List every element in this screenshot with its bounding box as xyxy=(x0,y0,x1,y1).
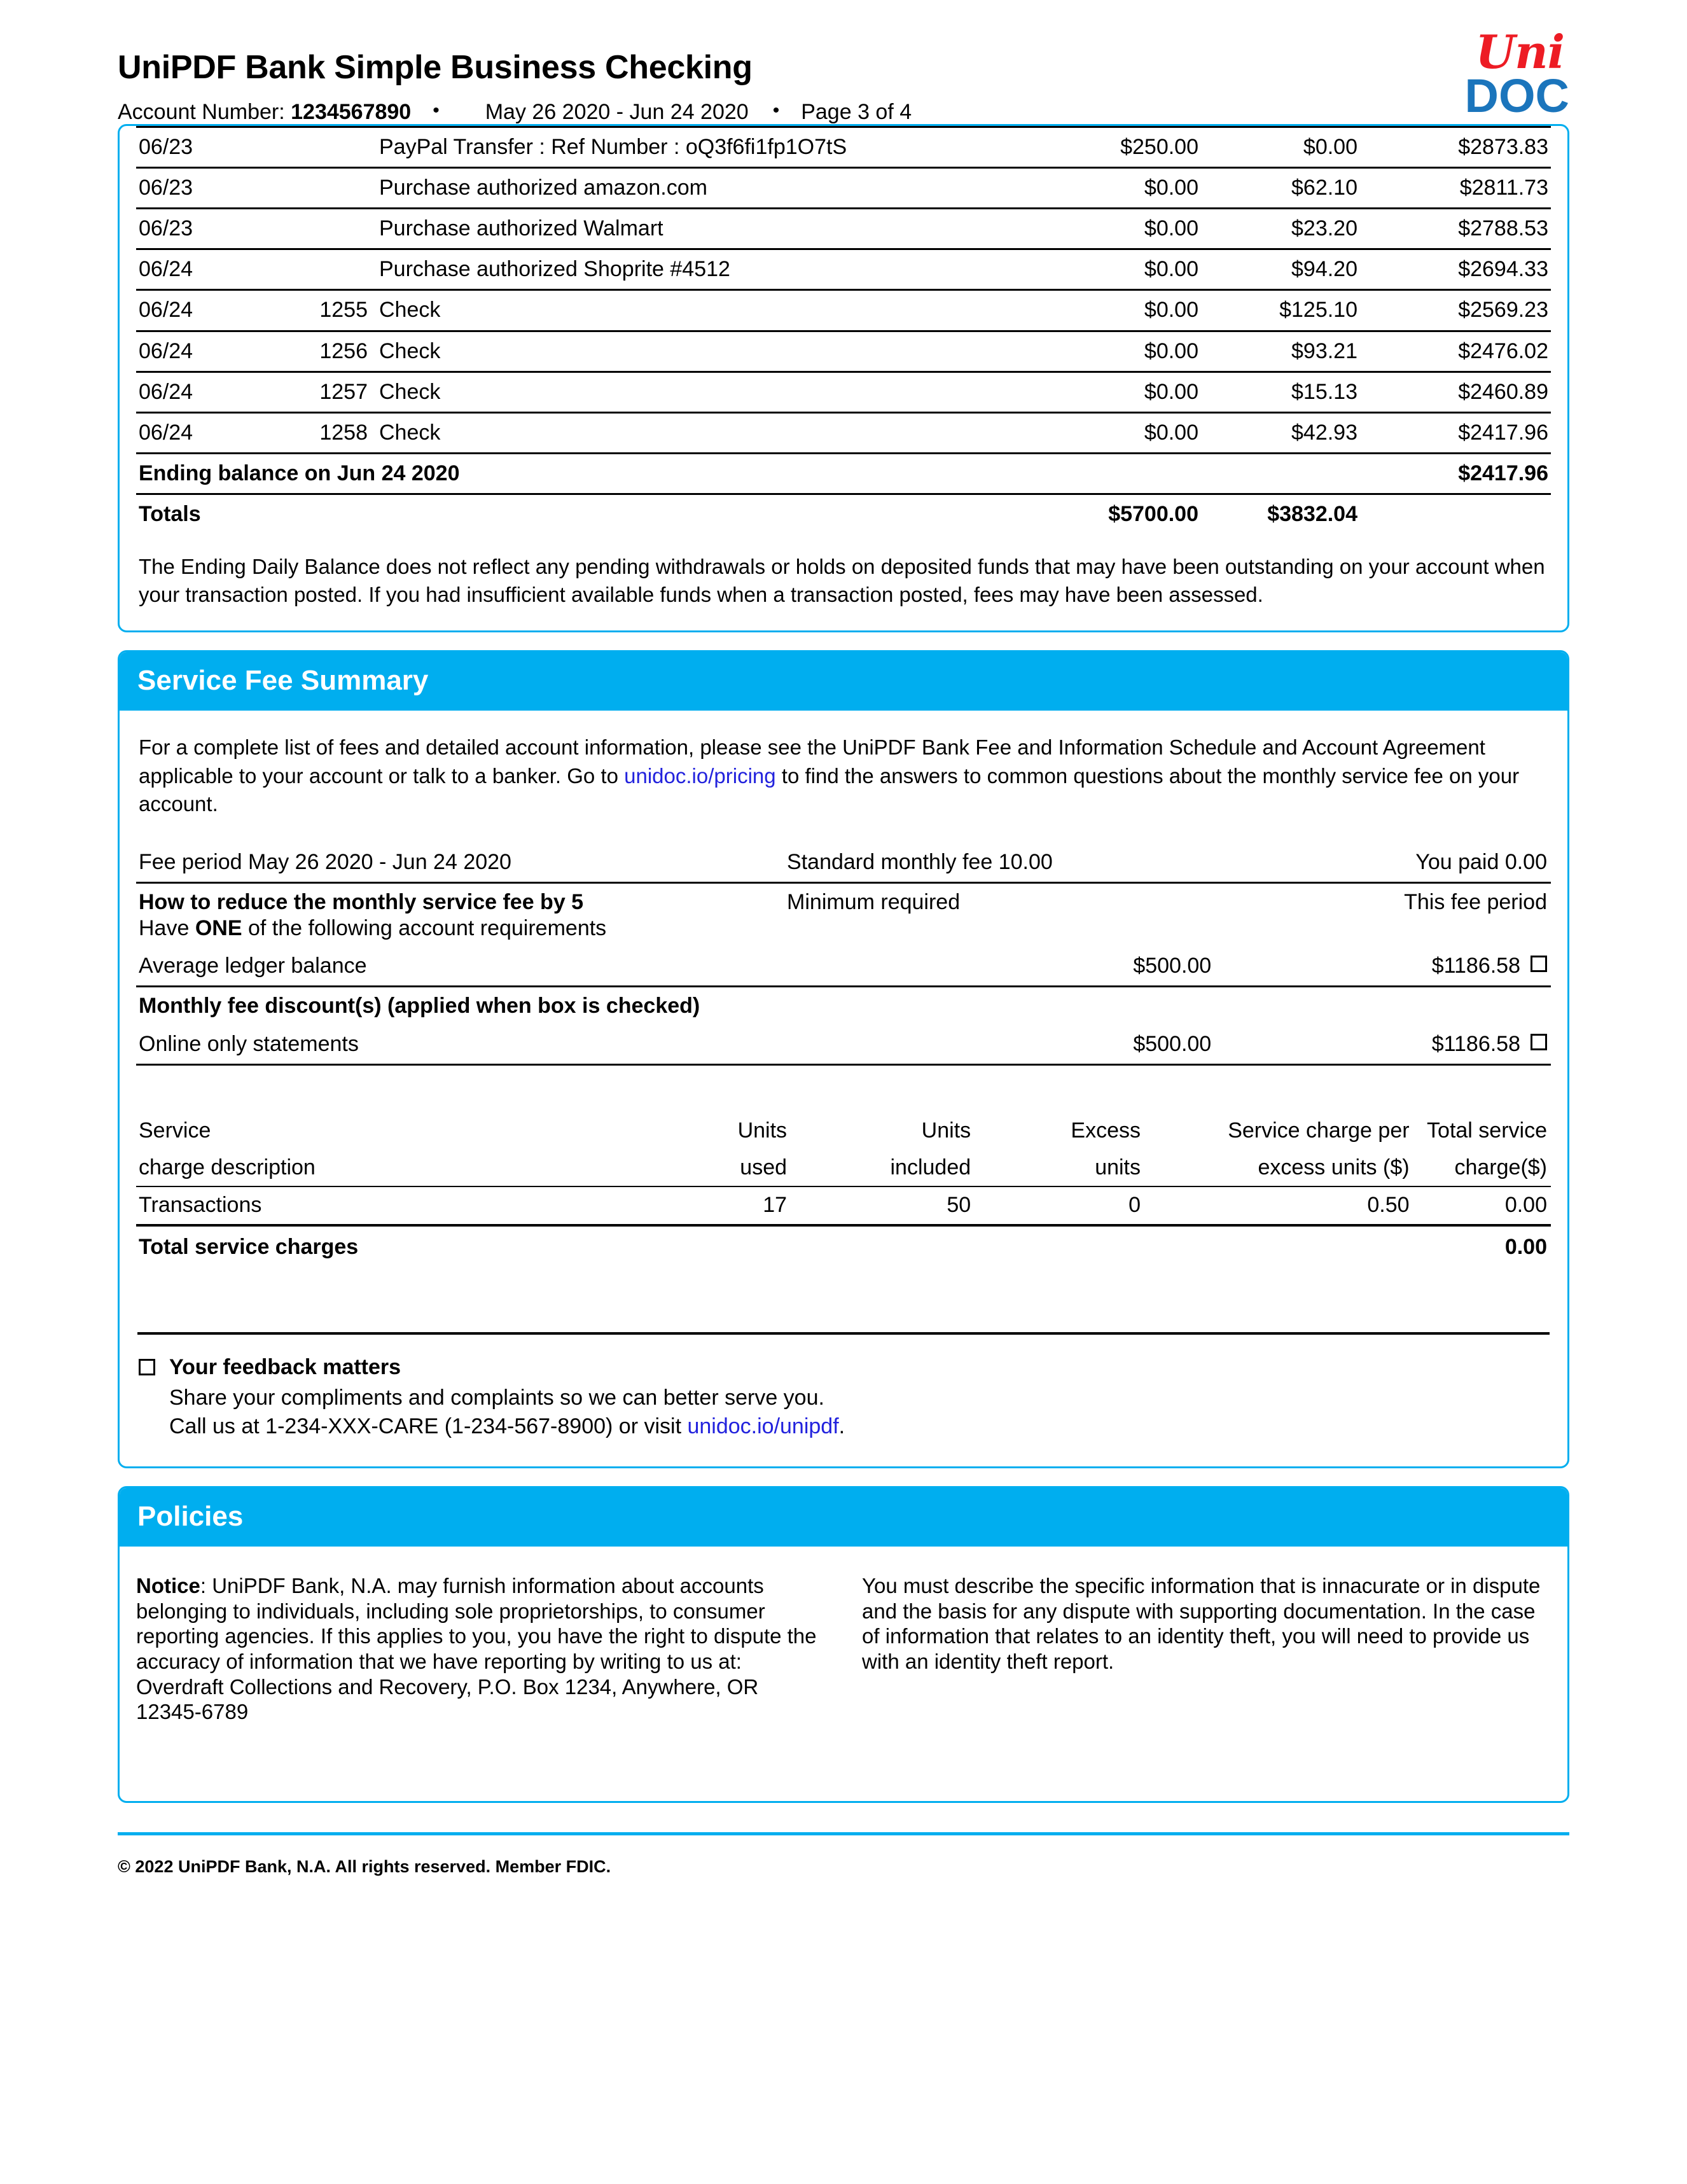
table-row xyxy=(136,168,1551,209)
svc-col-excess-units-line1: Excess xyxy=(1071,1118,1141,1143)
totals-withdrawal: $3832.04 xyxy=(1267,501,1357,526)
account-number-value: 1234567890 xyxy=(291,100,412,125)
logo-uni-text: Uni xyxy=(1475,25,1564,79)
txn-check-number: 1257 xyxy=(247,372,379,412)
online-only-statements-row xyxy=(136,1026,1551,1064)
footer-divider xyxy=(118,1832,1569,1835)
txn-withdrawal: $15.13 xyxy=(1198,372,1357,412)
have-one-requirement xyxy=(139,915,787,942)
page-header xyxy=(118,0,1569,124)
table-row xyxy=(136,1186,1551,1225)
online-only-statements-actual-cell xyxy=(1211,1026,1551,1064)
account-number-label: Account Number: xyxy=(118,100,285,125)
pricing-link[interactable]: unidoc.io/pricing xyxy=(624,763,776,788)
how-to-reduce-cell xyxy=(136,882,787,947)
svc-col-total-line1: Total service xyxy=(1427,1118,1547,1143)
this-fee-period-header: This fee period xyxy=(1404,889,1547,914)
svc-col-charge-per-line1: Service charge per xyxy=(1228,1118,1410,1143)
unipdf-link[interactable]: unidoc.io/unipdf xyxy=(687,1414,839,1439)
average-ledger-balance-actual: $1186.58 xyxy=(1431,954,1520,978)
txn-check-number: 1256 xyxy=(247,331,379,372)
txn-date: 06/24 xyxy=(136,331,247,372)
txn-description: Purchase authorized Walmart xyxy=(379,209,1020,249)
txn-balance: $2569.23 xyxy=(1357,290,1551,331)
online-only-statements-actual: $1186.58 xyxy=(1431,1032,1520,1057)
minimum-required-header: Minimum required xyxy=(787,889,961,914)
txn-date: 06/23 xyxy=(136,127,247,168)
txn-description: Check xyxy=(379,331,1020,372)
transactions-table-wrap xyxy=(120,126,1567,534)
svc-col-excess-units-line2: units xyxy=(971,1150,1141,1187)
table-row xyxy=(136,372,1551,412)
service-charge-spacer xyxy=(136,1066,1551,1113)
txn-check-number xyxy=(247,249,379,290)
feedback-lines xyxy=(169,1384,1548,1441)
feedback-line-2-suffix: . xyxy=(838,1414,845,1439)
txn-date: 06/23 xyxy=(136,168,247,209)
logo-doc-text: DOC xyxy=(1464,69,1569,122)
txn-balance: $2873.83 xyxy=(1357,127,1551,168)
online-only-statements-minimum: $500.00 xyxy=(787,1026,1211,1064)
online-only-statements-checkbox[interactable] xyxy=(1531,1034,1547,1050)
how-to-reduce-heading: How to reduce the monthly service fee by 5 xyxy=(139,889,584,914)
ending-balance-label: Ending balance on Jun 24 2020 xyxy=(136,453,1020,494)
txn-balance: $2694.33 xyxy=(1357,249,1551,290)
statement-period: May 26 2020 - Jun 24 2020 xyxy=(485,100,749,125)
average-ledger-balance-minimum: $500.00 xyxy=(787,947,1211,986)
online-only-statements-label: Online only statements xyxy=(136,1026,787,1064)
txn-withdrawal: $23.20 xyxy=(1198,209,1357,249)
service-charge-header-line2 xyxy=(136,1150,1551,1187)
txn-deposit: $0.00 xyxy=(1020,209,1198,249)
svc-col-units-included-line1: Units xyxy=(921,1118,971,1143)
transactions-card xyxy=(118,124,1569,632)
txn-date: 06/24 xyxy=(136,412,247,453)
txn-withdrawal: $125.10 xyxy=(1198,290,1357,331)
fee-period-label: Fee period May 26 2020 - Jun 24 2020 xyxy=(136,844,787,882)
txn-deposit: $0.00 xyxy=(1020,249,1198,290)
txn-withdrawal: $42.93 xyxy=(1198,412,1357,453)
account-meta-line xyxy=(118,100,1569,125)
footer-copyright: © 2022 UniPDF Bank, N.A. All rights reserved. Member FDIC. xyxy=(118,1856,611,1876)
svc-col-description-line2: charge description xyxy=(136,1150,617,1187)
how-to-reduce-row xyxy=(136,882,1551,947)
totals-label: Totals xyxy=(139,501,201,526)
average-ledger-balance-actual-cell xyxy=(1211,947,1551,986)
txn-deposit: $0.00 xyxy=(1020,168,1198,209)
page-title: UniPDF Bank Simple Business Checking xyxy=(118,49,753,86)
txn-description: Check xyxy=(379,412,1020,453)
svc-charge-per-excess: 0.50 xyxy=(1141,1186,1410,1225)
txn-date: 06/24 xyxy=(136,290,247,331)
txn-check-number xyxy=(247,168,379,209)
average-ledger-balance-label: Average ledger balance xyxy=(136,947,787,986)
feedback-title: Your feedback matters xyxy=(169,1355,401,1380)
svc-total-charge: 0.00 xyxy=(1410,1186,1551,1225)
txn-date: 06/23 xyxy=(136,209,247,249)
total-service-charges-label: Total service charges xyxy=(139,1235,359,1260)
ending-daily-balance-note: The Ending Daily Balance does not reflect any pending withdrawals or holds on deposited funds that may have been outstanding on your account when your transaction posted. If you had insufficient available funds when a transaction posted, fees may have been assessed. xyxy=(139,555,1545,606)
you-paid: You paid 0.00 xyxy=(1211,844,1551,882)
txn-description: Purchase authorized amazon.com xyxy=(379,168,1020,209)
table-row xyxy=(136,290,1551,331)
txn-deposit: $0.00 xyxy=(1020,290,1198,331)
policies-card xyxy=(118,1486,1569,1803)
txn-balance: $2417.96 xyxy=(1357,412,1551,453)
txn-date: 06/24 xyxy=(136,249,247,290)
svc-units-used: 17 xyxy=(617,1186,787,1225)
txn-description: Check xyxy=(379,372,1020,412)
average-ledger-balance-checkbox[interactable] xyxy=(1531,956,1547,972)
feedback-section xyxy=(136,1335,1551,1466)
service-fee-intro-part1: For a complete list of fees and detailed account information, please see the UniPDF Bank Fee and Information Schedule and Account Agreement applicable to your account or talk to a banker. Go to xyxy=(139,735,1485,788)
txn-deposit: $0.00 xyxy=(1020,331,1198,372)
table-row xyxy=(136,331,1551,372)
txn-withdrawal: $0.00 xyxy=(1198,127,1357,168)
svc-col-charge-per-line2: excess units ($) xyxy=(1141,1150,1410,1187)
ending-balance-value: $2417.96 xyxy=(1357,453,1551,494)
service-fee-summary-header: Service Fee Summary xyxy=(120,652,1567,711)
ending-balance-row xyxy=(136,453,1551,494)
txn-date: 06/24 xyxy=(136,372,247,412)
discount-heading-row xyxy=(136,987,1551,1026)
monthly-fee-discount-heading: Monthly fee discount(s) (applied when box is checked) xyxy=(139,994,700,1019)
totals-deposit: $5700.00 xyxy=(1108,501,1198,526)
txn-deposit: $0.00 xyxy=(1020,412,1198,453)
service-charges-total-row xyxy=(136,1225,1551,1266)
totals-balance-blank xyxy=(1357,494,1551,534)
txn-balance: $2811.73 xyxy=(1357,168,1551,209)
totals-row xyxy=(136,494,1551,534)
have-one-suffix: of the following account requirements xyxy=(242,915,607,940)
ending-balance-blank-deposit xyxy=(1020,453,1198,494)
table-row xyxy=(136,412,1551,453)
feedback-checkbox[interactable] xyxy=(139,1359,155,1375)
page-number: Page 3 of 4 xyxy=(801,100,912,125)
service-charge-header-line1 xyxy=(136,1113,1551,1150)
total-service-charges-value: 0.00 xyxy=(1504,1235,1547,1260)
policies-body xyxy=(120,1547,1567,1801)
service-fee-intro-part2: to find the answers to common questions about the monthly service fee on your account. xyxy=(139,763,1520,816)
meta-bullet-2: • xyxy=(772,100,780,122)
table-row xyxy=(136,249,1551,290)
service-fee-summary-body xyxy=(120,711,1567,1466)
service-charges-table xyxy=(136,1113,1551,1266)
txn-withdrawal: $93.21 xyxy=(1198,331,1357,372)
feedback-title-row xyxy=(139,1354,1548,1382)
svc-col-total-line2: charge($) xyxy=(1410,1150,1551,1187)
txn-deposit: $0.00 xyxy=(1020,372,1198,412)
svc-col-description-line1: Service xyxy=(139,1118,211,1143)
txn-withdrawal: $94.20 xyxy=(1198,249,1357,290)
service-fee-summary-card xyxy=(118,650,1569,1468)
meta-bullet-1: • xyxy=(433,100,440,122)
txn-description: PayPal Transfer : Ref Number : oQ3f6fi1fp1O7tS xyxy=(379,127,1020,168)
ending-balance-blank-withdrawal xyxy=(1198,453,1357,494)
feedback-line-2-prefix: Call us at 1-234-XXX-CARE (1-234-567-8900) or visit xyxy=(169,1414,688,1439)
svc-excess-units: 0 xyxy=(971,1186,1141,1225)
policies-notice-text: : UniPDF Bank, N.A. may furnish information about accounts belonging to individuals, including sole proprietorships, to consumer reporting agencies. If this applies to you, you have the right to dispute the accuracy of information that we have reporting by writing to us at: Overdraft Collections and Recovery, P.O. Box 1234, Anywhere, OR 12345-6789 xyxy=(136,1574,817,1724)
policies-right-column xyxy=(856,1573,1551,1725)
txn-check-number xyxy=(247,209,379,249)
table-row xyxy=(136,127,1551,168)
unidoc-logo xyxy=(1423,25,1569,122)
standard-monthly-fee: Standard monthly fee 10.00 xyxy=(787,844,1211,882)
fee-period-table xyxy=(136,844,1551,1066)
txn-description: Purchase authorized Shoprite #4512 xyxy=(379,249,1020,290)
txn-balance: $2460.89 xyxy=(1357,372,1551,412)
service-fee-intro xyxy=(136,711,1551,844)
txn-check-number xyxy=(247,127,379,168)
txn-description: Check xyxy=(379,290,1020,331)
svc-col-units-used-line1: Units xyxy=(737,1118,788,1143)
svc-description: Transactions xyxy=(136,1186,617,1225)
fee-period-row xyxy=(136,844,1551,882)
txn-balance: $2476.02 xyxy=(1357,331,1551,372)
txn-balance: $2788.53 xyxy=(1357,209,1551,249)
txn-withdrawal: $62.10 xyxy=(1198,168,1357,209)
policies-dispute-text: You must describe the specific information that is innacurate or in dispute and the basis for any dispute with supporting documentation. In the case of information that relates to an identity theft, you will need to provide us with an identity theft report. xyxy=(862,1574,1541,1673)
txn-check-number: 1258 xyxy=(247,412,379,453)
policies-left-column xyxy=(136,1573,825,1725)
txn-check-number: 1255 xyxy=(247,290,379,331)
txn-deposit: $250.00 xyxy=(1020,127,1198,168)
feedback-line-1: Share your compliments and complaints so we can better serve you. xyxy=(169,1385,824,1410)
average-ledger-balance-row xyxy=(136,947,1551,986)
feedback-line-2 xyxy=(169,1413,1548,1441)
svc-col-units-included-line2: included xyxy=(787,1150,971,1187)
svc-units-included: 50 xyxy=(787,1186,971,1225)
table-row xyxy=(136,209,1551,249)
policies-header: Policies xyxy=(120,1488,1567,1547)
have-one-emphasis: ONE xyxy=(195,915,242,940)
have-one-prefix: Have xyxy=(139,915,195,940)
transactions-table xyxy=(136,126,1551,534)
policies-notice-label: Notice xyxy=(136,1574,200,1598)
svc-col-units-used-line2: used xyxy=(617,1150,787,1187)
